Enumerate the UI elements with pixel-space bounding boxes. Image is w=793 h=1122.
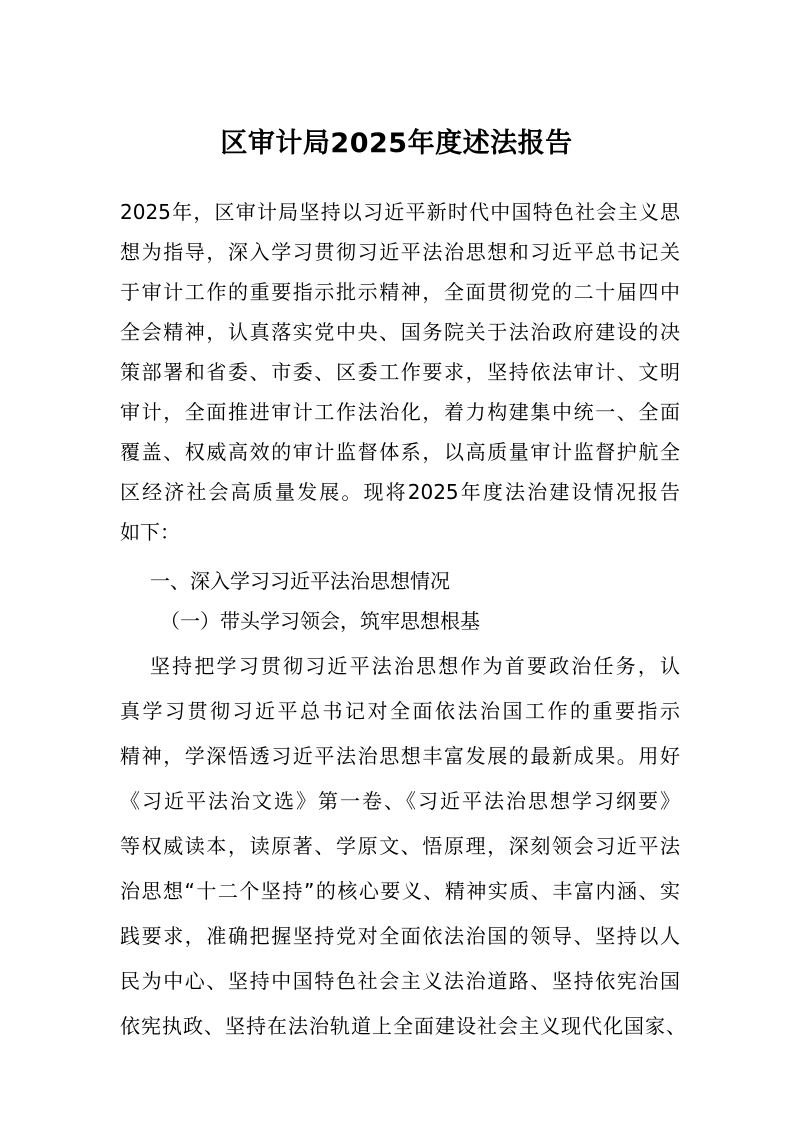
intro-line: 区经济社会高质量发展。现将2025年度法治建设情况报告 (120, 480, 680, 504)
intro-line: 如下： (120, 520, 180, 544)
section-heading: 一、深入学习习近平法治思想情况 (150, 569, 450, 593)
intro-line: 策部署和省委、市委、区委工作要求，坚持依法审计、文明 (120, 360, 680, 384)
subsection-heading: （一）带头学习领会，筑牢思想根基 (160, 609, 480, 633)
body-line: 践要求，准确把握坚持党对全面依法治国的领导、坚持以人 (120, 924, 680, 948)
body-line: 治思想“十二个坚持”的核心要义、精神实质、丰富内涵、实 (120, 879, 680, 903)
document-title: 区审计局2025年度述法报告 (220, 128, 573, 159)
intro-line: 审计，全面推进审计工作法治化，着力构建集中统一、全面 (120, 400, 680, 424)
body-line: 真学习贯彻习近平总书记对全面依法治国工作的重要指示 (120, 699, 680, 723)
intro-line: 于审计工作的重要指示批示精神，全面贯彻党的二十届四中 (120, 280, 680, 304)
body-line: 《习近平法治文选》第一卷、《习近平法治思想学习纲要》 (120, 789, 680, 813)
body-line: 依宪执政、坚持在法治轨道上全面建设社会主义现代化国家、 (120, 1014, 686, 1038)
intro-line: 全会精神，认真落实党中央、国务院关于法治政府建设的决 (120, 320, 680, 344)
body-line: 民为中心、坚持中国特色社会主义法治道路、坚持依宪治国 (120, 969, 680, 993)
body-line: 等权威读本，读原著、学原文、悟原理，深刻领会习近平法 (120, 834, 680, 858)
intro-line: 覆盖、权威高效的审计监督体系，以高质量审计监督护航全 (120, 440, 680, 464)
intro-line: 想为指导，深入学习贯彻习近平法治思想和习近平总书记关 (120, 240, 680, 264)
intro-line: 2025年，区审计局坚持以习近平新时代中国特色社会主义思 (120, 200, 680, 224)
body-line: 坚持把学习贯彻习近平法治思想作为首要政治任务，认 (150, 654, 680, 678)
body-line: 精神，学深悟透习近平法治思想丰富发展的最新成果。用好 (120, 744, 680, 768)
